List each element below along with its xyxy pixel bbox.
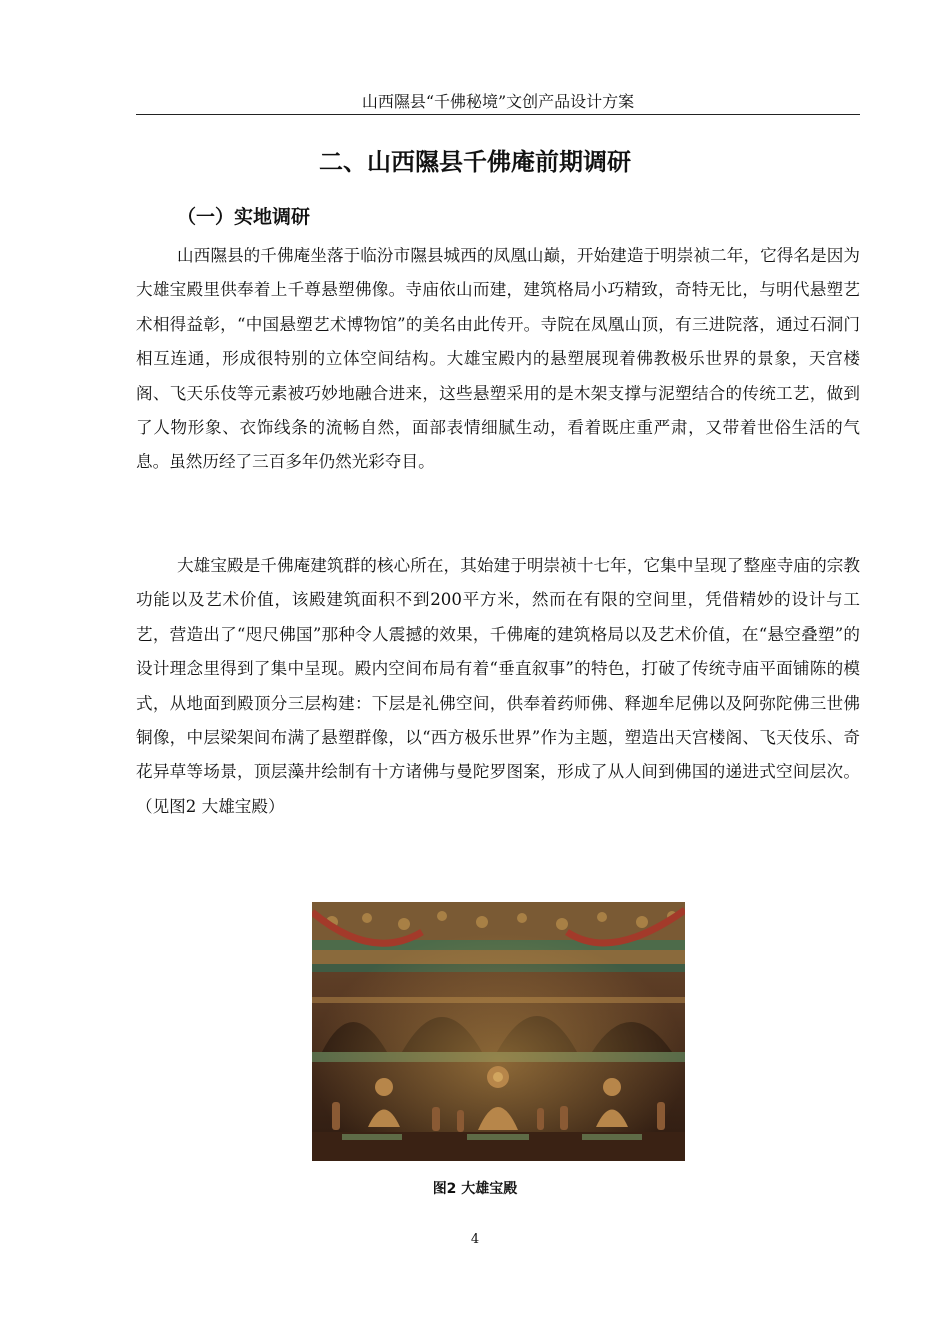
subsection-heading: （一）实地调研 [177,206,311,228]
body-paragraph-1: 山西隰县的千佛庵坐落于临汾市隰县城西的凤凰山巅，开始建造于明崇祯二年，它得名是因为大雄宝殿里供奉着上千尊悬塑佛像。寺庙依山而建，建筑格局小巧精致，奇特无比，与明代悬塑艺术相得益彰，“中国悬塑艺术博物馆”的美名由此传开。寺院在凤凰山顶，有三进院落，通过石洞门相互连通，形成很特别的立体空间结构。大雄宝殿内的悬塑展现着佛教极乐世界的景象，天宫楼阁、飞天乐伎等元素被巧妙地融合进来，这些悬塑采用的是木架支撑与泥塑结合的传统工艺，做到了人物形象、衣饰线条的流畅自然，面部表情细腻生动，看着既庄重严肃，又带着世俗生活的气息。虽然历经了三百多年仍然光彩夺目。 [136,246,860,472]
temple-hall-photo [312,902,685,1161]
section-heading: 二、山西隰县千佛庵前期调研 [319,148,631,176]
figure-caption: 图2 大雄宝殿 [432,1181,518,1197]
running-header: 山西隰县“千佛秘境”文创产品设计方案 [136,92,860,115]
body-paragraph-2: 大雄宝殿是千佛庵建筑群的核心所在，其始建于明崇祯十七年，它集中呈现了整座寺庙的宗教功能以及艺术价值，该殿建筑面积不到200平方米，然而在有限的空间里，凭借精妙的设计与工艺，营造出了“咫尺佛国”那种令人震撼的效果，千佛庵的建筑格局以及艺术价值，在“悬空叠塑”的设计理念里得到了集中呈现。殿内空间布局有着“垂直叙事”的特色，打破了传统寺庙平面铺陈的模式，从地面到殿顶分三层构建：下层是礼佛空间，供奉着药师佛、释迦牟尼佛以及阿弥陀佛三世佛铜像，中层梁架间布满了悬塑群像，以“西方极乐世界”作为主题，塑造出天宫楼阁、飞天伎乐、奇花异草等场景，顶层藻井绘制有十方诸佛与曼陀罗图案，形成了从人间到佛国的递进式空间层次。（见图2 大雄宝殿） [136,556,860,816]
page-number: 4 [470,1232,480,1247]
